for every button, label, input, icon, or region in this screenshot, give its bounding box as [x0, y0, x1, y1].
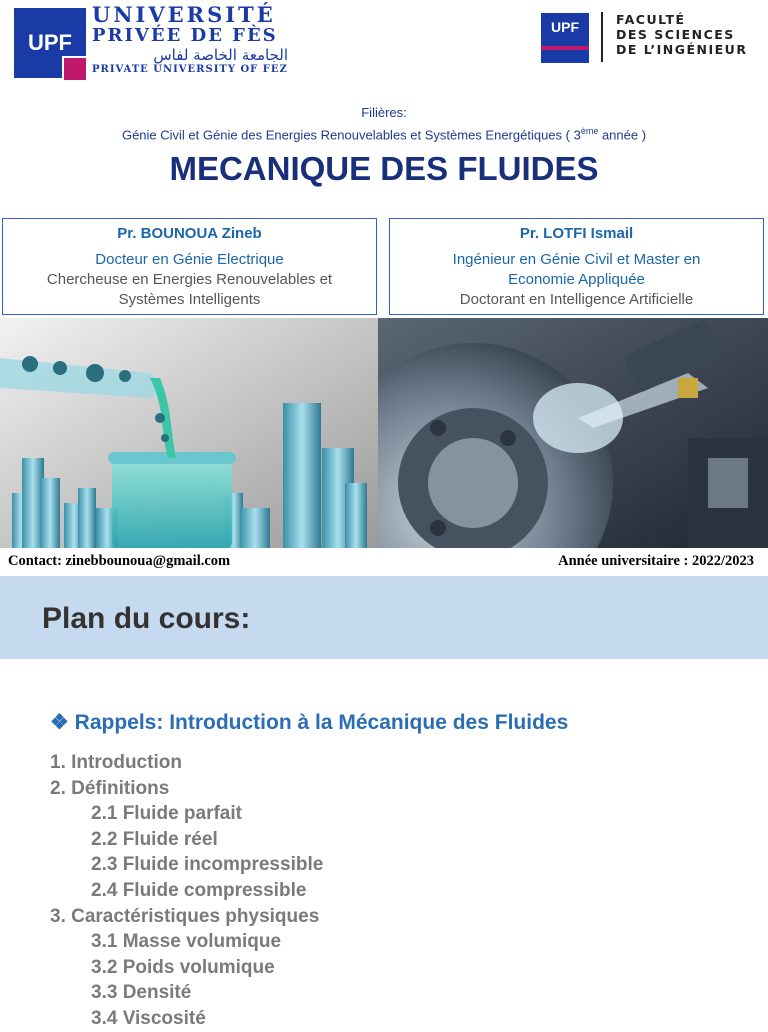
university-english: PRIVATE UNIVERSITY OF FEZ: [92, 64, 288, 75]
list-item: 3. Caractéristiques physiques: [50, 905, 320, 927]
academic-year: Année universitaire : 2022/2023: [558, 553, 754, 569]
section-title: Rappels: Introduction à la Mécanique des Fluides: [74, 711, 569, 734]
professor-box-1: [2, 218, 377, 315]
list-item: 2.4 Fluide compressible: [91, 879, 307, 901]
filieres-text: Génie Civil et Génie des Energies Renouvelables et Systèmes Energétiques ( 3ème année ): [121, 126, 647, 143]
plan-title: Plan du cours:: [42, 602, 251, 635]
list-item: 3.2 Poids volumique: [91, 956, 275, 978]
professor-name: Pr. LOTFI Ismail: [519, 225, 634, 242]
diamond-bullet-icon: ❖: [50, 711, 69, 734]
list-item: 2.3 Fluide incompressible: [91, 854, 324, 876]
chemistry-image: [0, 318, 378, 548]
upf-small-logo: UPF: [541, 13, 589, 63]
filieres: [0, 104, 768, 144]
list-item: 3.3 Densité: [91, 982, 192, 1004]
list-item: 2. Définitions: [50, 777, 170, 799]
professor-degree: Economie Appliquée: [508, 271, 645, 288]
professor-desc: Doctorant en Intelligence Artificielle: [459, 291, 694, 308]
page-title: MECANIQUE DES FLUIDES: [169, 150, 599, 187]
list-item: 3.4 Viscosité: [91, 1007, 206, 1029]
professor-degree: Ingénieur en Génie Civil et Master en: [452, 251, 701, 268]
faculty-name: FACULTÉ DES SCIENCES DE L’INGÉNIEUR: [616, 12, 748, 57]
professor-desc: Chercheuse en Energies Renouvelables et: [46, 271, 333, 288]
list-item: 2.2 Fluide réel: [91, 828, 218, 850]
professor-box-2: [389, 218, 764, 315]
section-heading: [50, 710, 568, 735]
upf-logo: UPF: [14, 8, 86, 78]
logo-accent-bar: [541, 46, 589, 50]
filieres-label: Filières:: [361, 105, 407, 120]
list-item: 2.1 Fluide parfait: [91, 803, 242, 825]
list-item: 1. Introduction: [50, 752, 182, 773]
university-arabic: الجامعة الخاصة لفاس: [153, 46, 288, 64]
professor-name: Pr. BOUNOUA Zineb: [117, 225, 262, 242]
professor-degree: Docteur en Génie Electrique: [95, 251, 284, 268]
table-of-contents: [50, 750, 750, 1032]
university-name: [92, 4, 292, 76]
logo-accent-square: [62, 56, 88, 82]
machining-image: [378, 318, 768, 548]
list-item: 3.1 Masse volumique: [91, 931, 282, 953]
university-line2: PRIVÉE DE FÈS: [92, 25, 278, 46]
logo-divider: [601, 12, 603, 62]
professor-desc: Systèmes Intelligents: [118, 291, 261, 308]
university-line1: UNIVERSITÉ: [92, 2, 276, 27]
contact-email: Contact: zinebbounoua@gmail.com: [8, 553, 231, 569]
